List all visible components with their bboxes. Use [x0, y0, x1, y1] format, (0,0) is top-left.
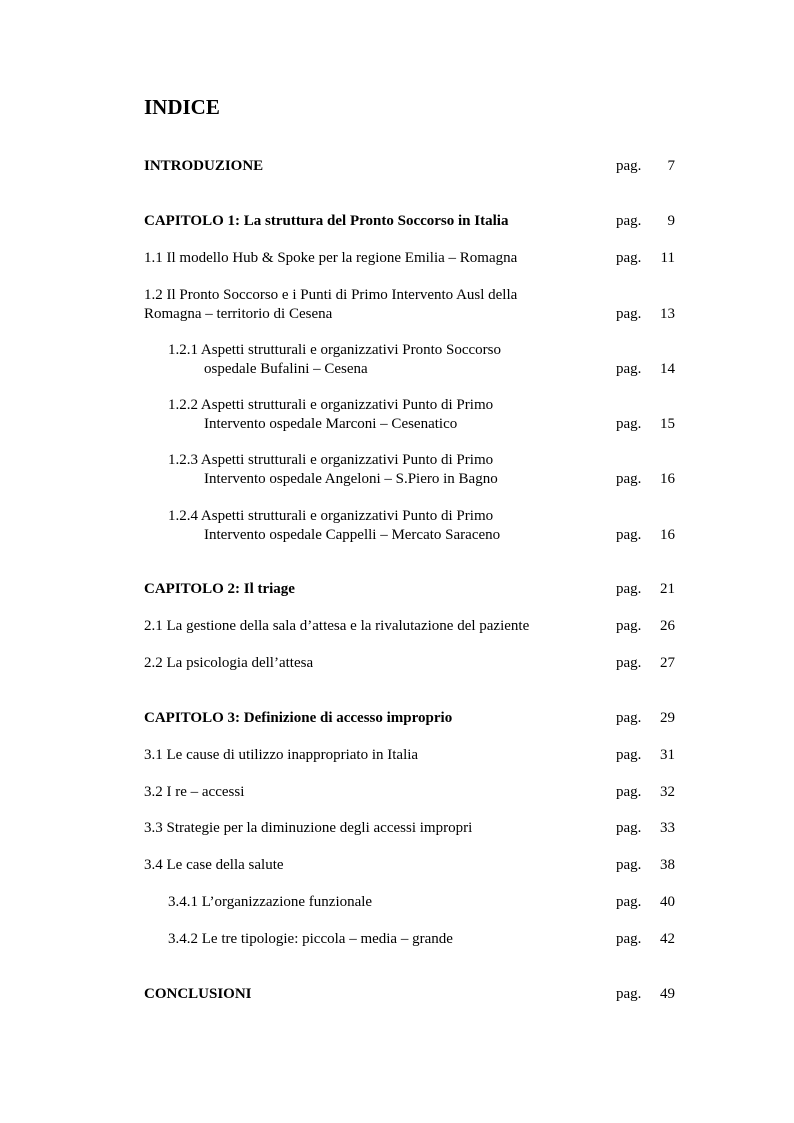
toc-entry-line: 2.1 La gestione della sala d’attesa e la rivalutazione del paziente: [144, 618, 530, 634]
toc-entry-line: 1.2.4 Aspetti strutturali e organizzativi Punto di Primo: [168, 508, 494, 524]
toc-entry-line: 3.1 Le cause di utilizzo inappropriato in Italia: [144, 747, 419, 763]
toc-page-number: 14: [660, 360, 675, 377]
toc-page-number: 13: [660, 305, 675, 322]
toc-entry-line: CAPITOLO 3: Definizione di accesso improprio: [144, 710, 453, 726]
toc-page-number: 29: [660, 710, 675, 726]
toc-entry-title: [144, 157, 263, 176]
toc-page-prefix: pag.: [616, 784, 642, 800]
toc-page-prefix: pag.: [616, 986, 642, 1002]
toc-page-prefix: pag.: [616, 305, 642, 322]
toc-page-number: 42: [660, 931, 675, 947]
page-title: INDICE: [144, 95, 220, 119]
toc-page-number: 9: [667, 213, 675, 229]
toc-page-number: 7: [667, 158, 675, 174]
toc-page-prefix: pag.: [616, 820, 642, 836]
toc-entry-line: 3.3 Strategie per la diminuzione degli accessi impropri: [144, 820, 473, 836]
toc-entry-line: CAPITOLO 2: Il triage: [144, 581, 295, 597]
toc-page-number: 31: [660, 747, 675, 763]
toc-page-prefix: pag.: [616, 710, 642, 726]
toc-page-prefix: pag.: [616, 158, 642, 174]
toc-entry-line: CONCLUSIONI: [144, 986, 252, 1002]
toc-entry-title: [144, 654, 313, 673]
toc-entry-title: [144, 580, 295, 599]
toc-entry-line: ospedale Bufalini – Cesena: [204, 360, 368, 377]
toc-page-number: 11: [660, 250, 675, 266]
toc-page-number: 38: [660, 857, 675, 873]
toc-entry-title: [168, 341, 501, 378]
toc-entry-line: INTRODUZIONE: [144, 158, 264, 174]
toc-entry-line: 1.2.3 Aspetti strutturali e organizzativi Punto di Primo: [168, 452, 494, 468]
toc-page-prefix: pag.: [616, 931, 642, 947]
toc-page-number: 40: [660, 894, 675, 910]
toc-entry-line: 1.2 Il Pronto Soccorso e i Punti di Primo Intervento Ausl della: [144, 287, 518, 303]
toc-entry-line: Romagna – territorio di Cesena: [144, 305, 333, 322]
toc-entry-title: [144, 783, 244, 802]
toc-entry-line: 3.4 Le case della salute: [144, 857, 284, 873]
toc-entry-title: [144, 249, 517, 268]
toc-page-number: 26: [660, 618, 675, 634]
toc-page-prefix: pag.: [616, 747, 642, 763]
toc-entry-title: [168, 893, 372, 912]
toc-entry-title: [144, 709, 452, 728]
toc-page-prefix: pag.: [616, 250, 642, 266]
toc-entry-line: 1.2.2 Aspetti strutturali e organizzativi Punto di Primo: [168, 397, 494, 413]
toc-entry-title: [168, 451, 498, 488]
toc-page-number: 33: [660, 820, 675, 836]
toc-page-prefix: pag.: [616, 415, 642, 432]
toc-entry-line: 3.4.1 L’organizzazione funzionale: [168, 894, 373, 910]
toc-entry-line: Intervento ospedale Angeloni – S.Piero in Bagno: [204, 470, 498, 487]
toc-page-prefix: pag.: [616, 213, 642, 229]
toc-entry-line: Intervento ospedale Marconi – Cesenatico: [204, 415, 458, 432]
toc-entry-title: [168, 930, 453, 949]
toc-page-prefix: pag.: [616, 618, 642, 634]
toc-entry-title: [144, 819, 472, 838]
toc-page-number: 15: [660, 415, 675, 432]
toc-entry-title: [144, 746, 418, 765]
toc-page-prefix: pag.: [616, 894, 642, 910]
toc-page-prefix: pag.: [616, 857, 642, 873]
toc-entry-title: [144, 286, 517, 323]
toc-page-prefix: pag.: [616, 360, 642, 377]
toc-page-prefix: pag.: [616, 526, 642, 543]
toc-page-prefix: pag.: [616, 581, 642, 597]
toc-page-number: 21: [660, 581, 675, 597]
toc-entry-title: [144, 856, 284, 875]
toc-page-prefix: pag.: [616, 470, 642, 487]
toc-entry-title: [144, 985, 252, 1004]
toc-entry-line: 1.2.1 Aspetti strutturali e organizzativi Pronto Soccorso: [168, 342, 502, 358]
toc-entry-line: 3.2 I re – accessi: [144, 784, 245, 800]
toc-entry-line: 3.4.2 Le tre tipologie: piccola – media – grande: [168, 931, 453, 947]
toc-page-number: 49: [660, 986, 675, 1002]
toc-entry-line: Intervento ospedale Cappelli – Mercato Saraceno: [204, 526, 501, 543]
toc-page-number: 27: [660, 655, 675, 671]
toc-entry-line: 2.2 La psicologia dell’attesa: [144, 655, 314, 671]
toc-entry-title: [168, 507, 500, 544]
toc-page-number: 16: [660, 470, 675, 487]
toc-entry-title: [144, 617, 529, 636]
toc-entry-line: CAPITOLO 1: La struttura del Pronto Soccorso in Italia: [144, 213, 509, 229]
toc-entry-line: 1.1 Il modello Hub & Spoke per la regione Emilia – Romagna: [144, 250, 518, 266]
toc-page-number: 32: [660, 784, 675, 800]
toc-page-prefix: pag.: [616, 655, 642, 671]
toc-page-number: 16: [660, 526, 675, 543]
toc-entry-title: [144, 212, 508, 231]
toc-entry-title: [168, 396, 493, 433]
